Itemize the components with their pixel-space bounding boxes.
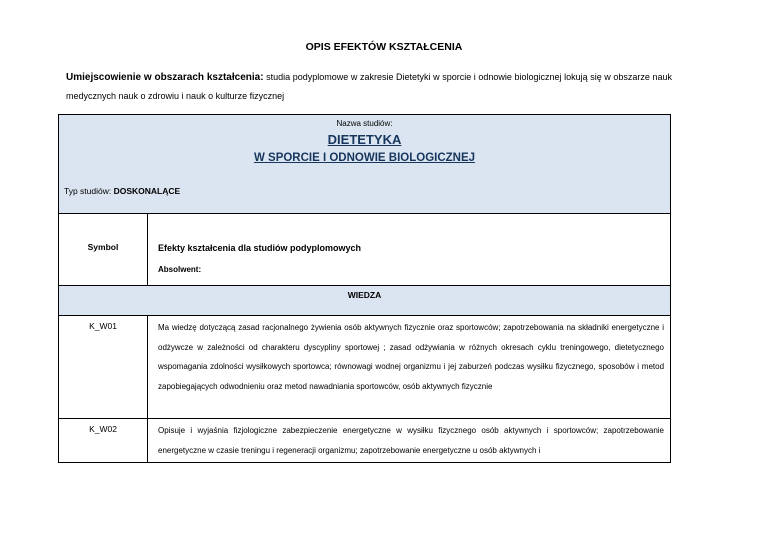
studies-name-caption: Nazwa studiów:: [336, 119, 393, 128]
graduate-label: Absolwent:: [158, 265, 202, 274]
studies-name-line1: DIETETYKA: [327, 132, 402, 147]
outcome-code: K_W01: [59, 316, 148, 419]
outcome-description: Ma wiedzę dotyczącą zasad racjonalnego żywienia osób aktywnych fizycznie oraz sportowców; zapotrzebowania na składniki energetyczne i odżywcze w zależności od charakteru dyscypliny sportowej ; zasad odżywiania w różnych okresach cyklu treningowego, dietetycznego wspomagania zdolności wysiłkowych sportowca; równowagi wodnej organizmu i jej zaburzeń podczas wysiłku fizycznego, sposobów i metod zapobiegających odwodnieniu oraz metod nawadniania sportowców, osób aktywnych fizycznie: [148, 316, 671, 419]
table-row: [59, 419, 671, 463]
education-area-text: studia podyplomowe w zakresie Dietetyki w sporcie i odnowie biologicznej lokują się w obszarze nauk medycznych nauk o zdrowiu i nauk o kulturze fizycznej: [66, 72, 673, 101]
studies-name-line2: W SPORCIE I ODNOWIE BIOLOGICZNEJ: [253, 152, 476, 164]
outcome-description: Opisuje i wyjaśnia fizjologiczne zabezpieczenie energetyczne w wysiłku fizycznego osób aktywnych i sportowców; zapotrzebowanie energetyczne w czasie treningu i regeneracji organizmu; zapotrzebowanie energetyczne u osób aktywnych i: [148, 419, 671, 463]
learning-outcomes-table: [58, 114, 671, 463]
effects-column-header: [148, 214, 671, 286]
studies-type-value: DOSKONALĄCE: [113, 186, 181, 196]
education-area-paragraph: [66, 68, 672, 106]
symbol-column-header: Symbol: [59, 214, 148, 286]
table-row: [59, 316, 671, 419]
education-area-lead: Umiejscowienie w obszarach kształcenia:: [66, 72, 264, 83]
section-knowledge-header: WIEDZA: [59, 286, 671, 316]
studies-name: [59, 130, 670, 168]
studies-type-label: Typ studiów:: [64, 186, 114, 196]
outcome-code: K_W02: [59, 419, 148, 463]
document-title: OPIS EFEKTÓW KSZTAŁCENIA: [305, 41, 463, 53]
studies-type: [64, 186, 180, 196]
studies-header-cell: [59, 115, 671, 214]
effects-header-title: Efekty kształcenia dla studiów podyplomowych: [158, 243, 362, 253]
